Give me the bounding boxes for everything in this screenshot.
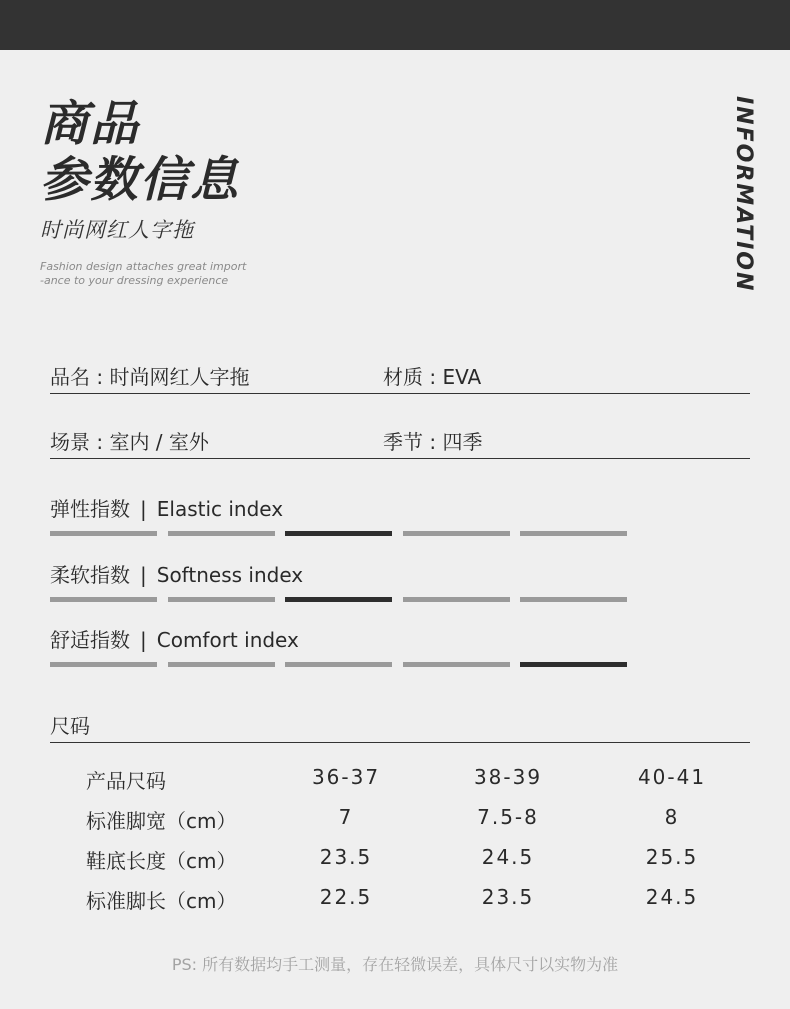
index-comfort (50, 624, 750, 652)
page-title-line2: 参数信息 (40, 152, 241, 208)
index-label (50, 624, 750, 652)
index-level-bar (50, 662, 157, 667)
index-separator: | (140, 563, 147, 587)
size-section-title: 尺码 (50, 710, 750, 743)
size-cell: 23.5 (319, 845, 373, 869)
index-level-bar (403, 531, 510, 536)
measurement-footnote: PS: 所有数据均手工测量，存在轻微误差，具体尺寸以实物为准 (171, 955, 619, 974)
index-label (50, 559, 750, 587)
index-separator: | (140, 497, 147, 521)
index-label (50, 493, 750, 521)
index-level-bar-active (285, 597, 392, 602)
index-level-bar (168, 531, 275, 536)
index-level-bar (50, 531, 157, 536)
info-row-name-material (50, 361, 750, 394)
information-vertical-text: INFORMATION (731, 96, 756, 293)
index-level-bar (50, 597, 157, 602)
index-label-cn: 弹性指数 (50, 497, 130, 521)
index-elastic (50, 493, 750, 521)
info-row-scene-season (50, 426, 750, 459)
size-cell: 24.5 (645, 885, 699, 909)
size-cell: 38-39 (473, 765, 543, 789)
size-cell: 7 (338, 805, 354, 829)
size-cell: 7.5-8 (477, 805, 539, 829)
page-title-line1: 商品 (40, 96, 141, 152)
product-material: 材质 : EVA (383, 365, 482, 389)
product-scene: 场景 : 室内 / 室外 (50, 430, 209, 454)
index-label-cn: 舒适指数 (50, 628, 130, 652)
index-level-bars (50, 662, 630, 668)
index-level-bar-active (285, 531, 392, 536)
size-cell: 22.5 (319, 885, 373, 909)
top-bar (0, 0, 790, 50)
index-level-bar (168, 662, 275, 667)
index-level-bar (168, 597, 275, 602)
index-label-en: Comfort index (156, 628, 299, 652)
size-row-label: 标准脚宽（cm） (86, 809, 237, 833)
size-table-row (50, 885, 750, 925)
index-level-bars (50, 597, 630, 603)
size-table-row (50, 765, 750, 805)
size-table-row (50, 805, 750, 845)
index-level-bar-active (520, 662, 627, 667)
size-cell: 36-37 (311, 765, 381, 789)
index-level-bar (520, 597, 627, 602)
index-label-en: Softness index (156, 563, 304, 587)
index-level-bar (285, 662, 392, 667)
index-separator: | (140, 628, 147, 652)
size-cell: 24.5 (481, 845, 535, 869)
product-season: 季节 : 四季 (383, 430, 483, 454)
index-level-bar (403, 597, 510, 602)
index-level-bar (520, 531, 627, 536)
index-softness (50, 559, 750, 587)
tagline-line1: Fashion design attaches great import (40, 260, 247, 273)
tagline (40, 260, 280, 288)
index-label-cn: 柔软指数 (50, 563, 130, 587)
index-level-bars (50, 531, 630, 537)
index-level-bar (403, 662, 510, 667)
product-name: 品名 : 时尚网红人字拖 (50, 365, 250, 389)
index-label-en: Elastic index (156, 497, 284, 521)
size-row-label: 标准脚长（cm） (86, 889, 237, 913)
size-cell: 25.5 (645, 845, 699, 869)
size-table-row (50, 845, 750, 885)
size-cell: 40-41 (637, 765, 707, 789)
tagline-line2: -ance to your dressing experience (40, 274, 229, 287)
product-subtitle: 时尚网红人字拖 (40, 218, 194, 242)
size-cell: 8 (664, 805, 680, 829)
size-cell: 23.5 (481, 885, 535, 909)
size-table (50, 765, 750, 925)
size-row-label: 鞋底长度（cm） (86, 849, 237, 873)
size-row-label: 产品尺码 (86, 769, 166, 793)
